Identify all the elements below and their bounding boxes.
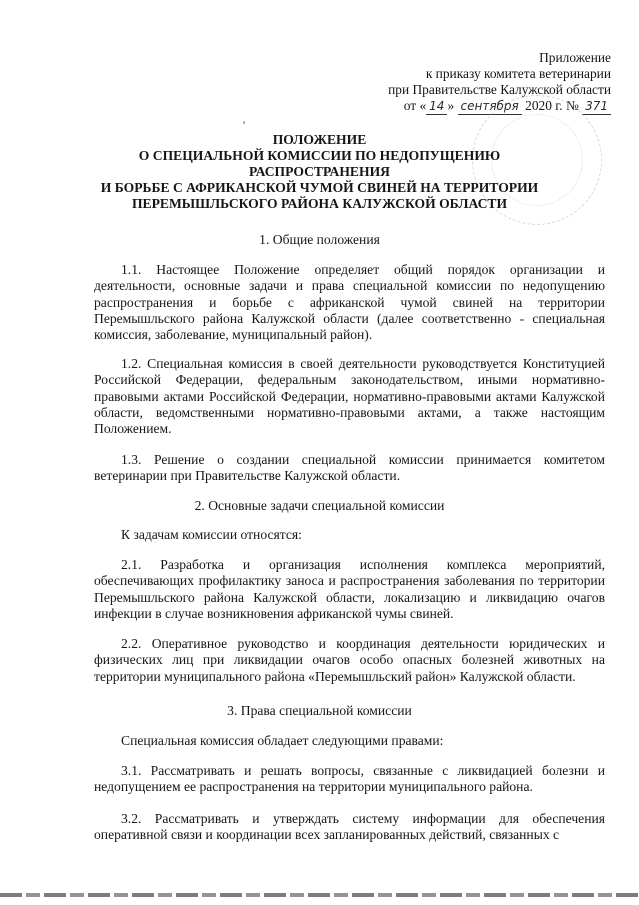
paragraph-1-1: 1.1. Настоящее Положение определяет общий порядок организации и деятельности, основные задачи и права специальной комиссии по недопущению распространения и борьбе с африканской чумой свиней на территории Перемышльского района Калужской области (далее соответственно - специальная комиссия, заболевание, муниципальный район). (94, 262, 605, 343)
paragraph-1-2: 1.2. Специальная комиссия в своей деятельности руководствуется Конституцией Российской Федерации, федеральным законодательством, иными нормативно-правовыми актами Российской Федерации, нормативно-правовыми актами Калужской области, ведомственными нормативно-правовыми актами, а также настоящим Положением. (94, 356, 605, 437)
paragraph-2-2: 2.2. Оперативное руководство и координация деятельности юридических и физических лиц при ликвидации очагов особо опасных болезней животных на территории муниципального района «Перемышльский район» Калужской области. (94, 636, 605, 684)
date-day: 14 (426, 98, 447, 115)
appendix-line-3: при Правительстве Калужской области (388, 82, 611, 97)
appendix-header (388, 50, 611, 115)
scan-mark: ' (243, 118, 246, 132)
title-line-2: О СПЕЦИАЛЬНОЙ КОМИССИИ ПО НЕДОПУЩЕНИЮ (138, 148, 501, 163)
section-1-heading: 1. Общие положения (259, 232, 380, 247)
scan-bottom-edge (0, 893, 639, 897)
paragraph-1-3: 1.3. Решение о создании специальной комиссии принимается комитетом ветеринарии при Правительстве Калужской области. (94, 452, 605, 484)
title-line-1: ПОЛОЖЕНИЕ (272, 132, 367, 147)
date-month: сентября (458, 98, 522, 115)
section-3-intro: Специальная комиссия обладает следующими правами: (121, 733, 444, 748)
section-3-heading: 3. Права специальной комиссии (227, 703, 412, 718)
date-mid: » (447, 98, 455, 113)
order-number: 371 (582, 98, 611, 115)
date-prefix: от « (403, 98, 427, 113)
appendix-date-line (388, 98, 611, 115)
section-2-heading: 2. Основные задачи специальной комиссии (194, 498, 445, 513)
paragraph-2-1: 2.1. Разработка и организация исполнения комплекса мероприятий, обеспечивающих профилактику заноса и распространения заболевания по территории Перемышльского района Калужской области, локализацию и ликвидацию очагов инфекции в случае возникновения африканской чумы свиней. (94, 557, 605, 621)
appendix-line-2: к приказу комитета ветеринарии (425, 66, 611, 81)
date-year: 2020 г. № (525, 98, 579, 113)
title-line-5: ПЕРЕМЫШЛЬСКОГО РАЙОНА КАЛУЖСКОЙ ОБЛАСТИ (131, 196, 508, 211)
title-line-3: РАСПРОСТРАНЕНИЯ (249, 164, 390, 179)
paragraph-3-1: 3.1. Рассматривать и решать вопросы, связанные с ликвидацией болезни и недопущением ее распространения на территории муниципального района. (94, 763, 605, 795)
section-2-intro: К задачам комиссии относятся: (121, 527, 302, 542)
title-line-4: И БОРЬБЕ С АФРИКАНСКОЙ ЧУМОЙ СВИНЕЙ НА ТЕРРИТОРИИ (100, 180, 539, 195)
appendix-line-1: Приложение (539, 50, 611, 65)
document-title (0, 132, 639, 212)
paragraph-3-2: 3.2. Рассматривать и утверждать систему информации для обеспечения оперативной связи и координации всех запланированных действий, связанных с (94, 811, 605, 843)
